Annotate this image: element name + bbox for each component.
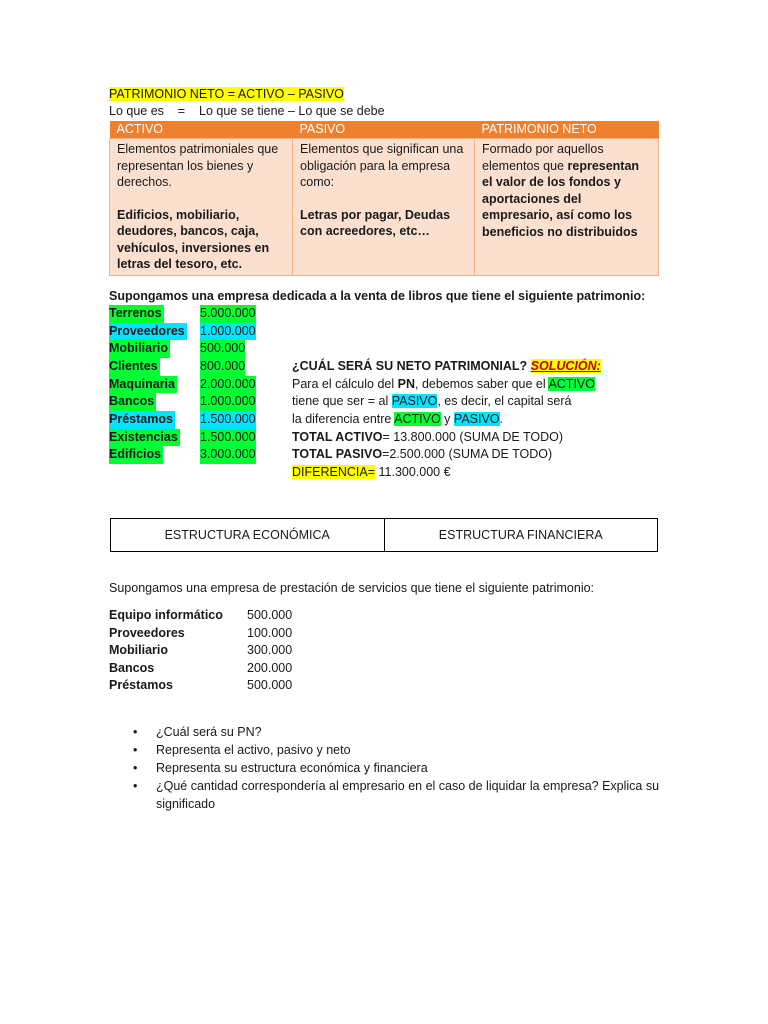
list-item (109, 393, 256, 411)
line2-pasivo: PASIVO (391, 394, 438, 408)
diferencia-value: 11.300.000 € (375, 465, 451, 479)
list-item (109, 305, 256, 323)
pasivo-examples: Letras por pagar, Deudas con acreedores, etc… (300, 207, 451, 238)
list-item (109, 677, 293, 695)
estructura-economica-cell: ESTRUCTURA ECONÓMICA (164, 528, 330, 542)
diferencia (292, 464, 451, 481)
solution-line-1 (292, 376, 595, 393)
questions-list (133, 723, 663, 813)
total-pasivo-label: TOTAL PASIVO (292, 447, 383, 461)
solution-line-3 (292, 411, 503, 428)
item-value: 1.500.000 (200, 411, 256, 429)
list-item (109, 429, 256, 447)
total-pasivo-value: =2.500.000 (SUMA DE TODO) (382, 447, 553, 461)
item-name: Edificios (109, 446, 163, 464)
line2-text-b: , es decir, el capital será (437, 394, 572, 408)
item-name: Proveedores (109, 625, 185, 640)
item-name: Bancos (109, 393, 156, 411)
item-value: 1.000.000 (200, 323, 256, 341)
header-activo: ACTIVO (110, 121, 293, 139)
total-pasivo (292, 446, 552, 463)
line1-text-b: , debemos saber que el (415, 377, 549, 391)
item-name: Préstamos (109, 411, 175, 429)
question-item: • ¿Qué cantidad correspondería al empresario en el caso de liquidar la empresa? Explica su significado (133, 777, 663, 813)
item-value: 500.000 (200, 340, 245, 358)
item-name: Bancos (109, 660, 155, 675)
line3-y: y (440, 412, 454, 426)
example1-intro: Supongamos una empresa dedicada a la venta de libros que tiene el siguiente patrimonio: (109, 289, 646, 303)
item-name: Terrenos (109, 305, 164, 323)
line1-activo: ACTIVO (548, 377, 595, 391)
header-patrimonio-neto: PATRIMONIO NETO (475, 121, 659, 139)
cell-patrimonio-neto (475, 139, 659, 276)
item-value: 800.000 (200, 358, 245, 376)
activo-examples: Edificios, mobiliario, deudores, bancos, caja, vehículos, inversiones en letras del tesoro, etc. (117, 207, 270, 271)
item-value: 5.000.000 (200, 305, 256, 323)
formula-title (109, 86, 344, 103)
item-name: Préstamos (109, 678, 173, 692)
list-item (109, 446, 256, 464)
item-value: 100.000 (247, 625, 293, 640)
solution-question (292, 358, 601, 375)
solution-label: SOLUCIÓN: (530, 359, 601, 373)
definitions-header-row (110, 121, 659, 139)
total-activo-label: TOTAL ACTIVO (292, 430, 383, 444)
cell-pasivo (293, 139, 475, 276)
list-item (109, 340, 246, 358)
list-item (109, 660, 293, 678)
formula-subtitle: Lo que es = Lo que se tiene – Lo que se debe (109, 104, 385, 118)
line1-pn: PN (397, 377, 415, 391)
list-item (109, 323, 256, 341)
item-name: Mobiliario (109, 643, 169, 657)
item-value: 500.000 (247, 608, 293, 622)
list-item (109, 607, 293, 625)
total-activo (292, 429, 563, 446)
pasivo-description: Elementos que significan una obligación para la empresa como: (300, 142, 464, 189)
cell-activo (110, 139, 293, 276)
example2-intro: Supongamos una empresa de prestación de servicios que tiene el siguiente patrimonio: (109, 581, 595, 595)
line3-text-b: . (499, 412, 504, 426)
item-name: Clientes (109, 358, 160, 376)
neto-description-bold: representan el valor de los fondos y aportaciones del empresario, así como los beneficios no distribuidos (482, 158, 640, 239)
item-name: Equipo informático (109, 608, 223, 622)
item-value: 1.000.000 (200, 393, 256, 411)
list-item (109, 376, 256, 394)
item-name: Mobiliario (109, 340, 170, 358)
list-item (109, 358, 246, 376)
activo-description: Elementos patrimoniales que representan los bienes y derechos. (117, 142, 279, 189)
line3-pasivo: PASIVO (453, 412, 500, 426)
item-value: 300.000 (247, 643, 293, 657)
list-item (109, 642, 293, 660)
definitions-table (109, 121, 659, 276)
question-item: • ¿Cuál será su PN? (133, 723, 663, 741)
list-item (109, 625, 293, 643)
diferencia-label: DIFERENCIA= (292, 465, 376, 479)
formula-highlight: PATRIMONIO NETO = ACTIVO – PASIVO (109, 87, 344, 101)
line3-activo: ACTIVO (394, 412, 441, 426)
list-item (109, 411, 256, 429)
item-value: 500.000 (247, 678, 293, 692)
estructura-financiera-cell: ESTRUCTURA FINANCIERA (384, 519, 658, 551)
item-name: Maquinaria (109, 376, 177, 394)
total-activo-value: = 13.800.000 (SUMA DE TODO) (382, 430, 564, 444)
header-pasivo: PASIVO (293, 121, 475, 139)
structure-table (110, 518, 658, 552)
question-text: ¿CUÁL SERÁ SU NETO PATRIMONIAL? (292, 359, 528, 373)
item-name: Proveedores (109, 323, 187, 341)
item-value: 200.000 (247, 660, 293, 675)
question-item: • Representa su estructura económica y financiera (133, 759, 663, 777)
item-value: 2.000.000 (200, 376, 256, 394)
question-item: • Representa el activo, pasivo y neto (133, 741, 663, 759)
line2-text-a: tiene que ser = al (292, 394, 392, 408)
line1-text-a: Para el cálculo del (292, 377, 398, 391)
item-name: Existencias (109, 429, 180, 447)
neto-description-lead: Formado por aquellos elementos que (482, 142, 604, 173)
line3-text-a: la diferencia entre (292, 412, 395, 426)
item-value: 3.000.000 (200, 446, 256, 464)
item-value: 1.500.000 (200, 429, 256, 447)
solution-line-2 (292, 393, 571, 410)
definitions-body-row (110, 139, 659, 276)
